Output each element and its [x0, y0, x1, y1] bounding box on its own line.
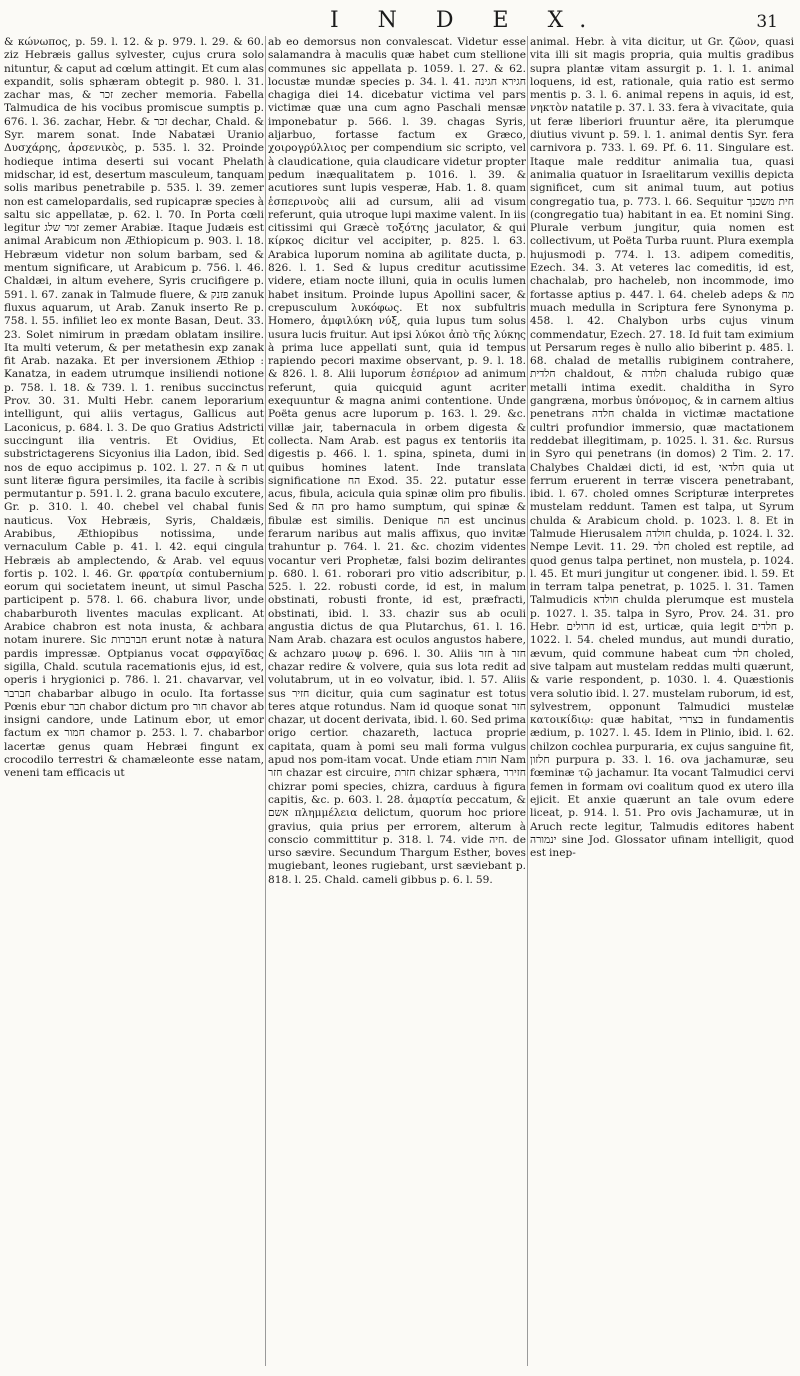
middle-column-text: ab eo demorsus non convalescat. Videtur esse salamandra à maculis quæ habet cum stellione communes sic appellata p. 1059. l. 27. & 62. locustæ mundæ species p. 34. l. 41. חגירא חגינה chagiga diei 14. dicebatur victima vel pars victimæ quæ una cum agno Paschali mensæ imponebatur p. 566. l. 39. chagas Syris, aljarbuo, fortasse factum ex Græco, χοιρογρύλλιος per compendium sic scripto, vel à claudicatione, quia claudicare videtur propter pedum inæqualitatem p. 1016. l. 39. & acutiores sunt lupis vesperæ, Hab. 1. 8. quam ἑσπερινοὺς alii ad cursum, alii ad visum referunt, quia utroque lupi maxime valent. In iis citissimi qui Græcè τοξότης jaculator, & qui κίρκος dicitur vel accipiter, p. 825. l. 63. Arabica luporum nomina ab agilitate ducta, p. 826. l. 1. Sed & lupus creditur acutissime videre, etiam nocte illuni, quia in oculis lumen habet insitum. Proinde lupus Apollini sacer, & crepusculum λυκόφως. Et nox subfultris Homero, ἀμφιλύκη νύξ, quia lupus tum solus usura lucis fruitur. Aut ipsi λύκοι ἀπὸ τῆς λύκης à prima luce appellati sunt, quia id tempus rapiendo pecori maxime observant, p. 9. l. 18. & 826. l. 8. Alii luporum ἐσπέριον ad animum referunt, quia quicquid agunt acriter exequuntur & magna animi contentione. Unde Poëta genus acre luporum p. 163. l. 29. &c. villæ jair, tabernacula in orbem digesta & collecta. Nam Arab. est pagus ex tentoriis ita digestis p. 466. l. 1. spina, spineta, dumi in quibus homines latent. Inde translata significatione הח Exod. 35. 22. putatur esse acus, fibula, acicula quia spinæ olim pro fibulis. Sed & הח pro hamo sumptum, qui spinæ & fibulæ est similis. Denique הח est uncinus ferarum naribus aut malis affixus, quo invitæ trahuntur p. 764. l. 21. &c. chozim videntes vocantur veri Prophetæ, falsi bozim delirantes p. 680. l. 61. roborari pro vitio adscribitur, p. 525. l. 22. robusti corde, id est, in malum obstinati, robusti fronte, id est, præfracti, obstinati, ibid. l. 33. chazir sus ab oculi angustia dictus de qua Plutarchus, 61. l. 16. Nam Arab. chazara est oculos angustos habere, & achzaro μυωψ p. 696. l. 30. Aliis חזר à חזר chazar redire & volvere, quia sus lota redit ad volutabrum, ut in eo volvatur, ibid. l. 57. Aliis sus חזיר dicitur, quia cum saginatur est totus teres atque rotundus. Nam id quoque sonat חזר chazar, ut docent derivata, ibid. l. 60. Sed prima origo certior. chazareth, lactuca proprie capitata, quam à pomi seu mali forma vulgus apud nos pom-itam vocat. Unde etiam חזרת Nam חזר chazar est circuire, חזרת chizar sphæra, חזירר chizrar pomi species, chizra, carduus à figura capitis, &c. p. 603. l. 28. ἁμαρτία peccatum, & אשם πλημμέλεια delictum, quorum hoc priore gravius, quia prius per errorem, alterum à conscio committitur p. 318. l. 74. vide חיה. de urso sævire. Secundum Thargum Esther, boves mugiebant, leones rugiebant, urst sæviebant p. 818. l. 25. Chald. cameli gibbus p. 6. l. 59.: [268, 36, 526, 886]
column-divider-right: [527, 36, 528, 1366]
page-number: 31: [756, 12, 778, 32]
right-column-text: animal. Hebr. à vita dicitur, ut Gr. ζῶον, quasi vita illi sit magis propria, quia multis gradibus supra plantæ vitam assurgit p. 1. l. 1. animal loquens, id est, rationale, quia ratio est sermo mentis p. 3. l. 6. animal repens in aquis, id est, νηκτὸν natatile p. 37. l. 33. fera à vivacitate, quia ut feræ liberiori fruuntur aëre, ita plerumque diutius vivunt p. 59. l. 1. animal dentis Syr. fera carnivora p. 733. l. 69. Pf. 6. 11. Singulare est. Itaque male redditur animalia tua, quasi animalia quatuor in Israelitarum vexillis depicta significet, cum sit animal tuum, aut potius congregatio tua, p. 773. l. 66. Sequitur חית משכנך (congregatio tua) habitant in ea. Et nomini Sing. Plurale verbum jungitur, quia nomen est collectivum, ut Poëta Turba ruunt. Plura exempla hujusmodi p. 774. l. 13. adipem comeditis, Ezech. 34. 3. At veteres lac comeditis, id est, chachalab, pro hacheleb, non incommode, imo fortasse aptius p. 447. l. 64. cheleb adeps & מח muach medulla in Scriptura fere Synonyma p. 458. l. 42. Chalybon urbs cujus vinum commendatur, Ezech. 27. 18. Id fuit tam eximium ut Persarum reges è nullo alio biberint p. 485. l. 68. chalad de metallis rubiginem contrahere, חלדית chaldout, & חלודה chaluda rubigo quæ metalli intima exedit. chalditha in Syro gangræna, morbus ὑπόνομος, & in carnem altius penetrans חלדה chalda in victimæ mactatione cultri profundior immersio, quæ mactationem reddebat illegitimam, p. 1025. l. 31. &c. Rursus in Syro qui penetrans (in domos) 2 Tim. 2. 17. Chalybes Chaldæi dicti, id est, חלדאי quia ut ferrum eruerent in terræ viscera penetrabant, ibid. l. 67. choled omnes Scripturæ interpretes mustelam reddunt. Tamen est talpa, ut Syrum chulda & Arabicum chold. p. 1023. l. 8. Et in Talmude Hierusalem חולדה chulda, p. 1024. l. 32. Nempe Levit. 11. 29. חלד choled est reptile, ad quod genus talpa pertinet, non mustela, p. 1024. l. 45. Et muri jungitur ut congener. ibid. l. 59. Et in terram talpa penetrat, p. 1025. l. 31. Tamen Talmudicis חולדא chulda plerumque est mustela p. 1027. l. 35. talpa in Syro, Prov. 24. 31. pro Hebr. חרולים id est, urticæ, quia legit חלדים p. 1022. l. 54. cheled mundus, aut mundi duratio, ævum, quid commune habeat cum חלד choled, sive talpam aut mustelam reddas multi quærunt, & varie respondent, p. 1030. l. 4. Quæstionis vera solutio ibid. l. 27. mustelam ruborum, id est, sylvestrem, opponunt Talmudici mustelæ κατοικίδιῳ: quæ habitat, בצררי in fundamentis ædium, p. 1027. l. 45. Idem in Plinio, ibid. l. 62. chilzon cochlea purpuraria, ex cujus sanguine fit, חלזון purpura p. 33. l. 16. ova jachamuræ, seu fœminæ τῷ jachamur. Ita vocant Talmudici cervi femen in formam ovi coalitum quod ex utero illa ejicit. Et anxie quærunt an tale ovum edere liceat, p. 914. l. 51. Pro ovis Jachamuræ, ut in Aruch recte legitur, Talmudis editores habent ינמורה sine Jod. Glossator ufinam intelligit, quod est inep-: [530, 36, 794, 860]
middle-column: [268, 36, 526, 1372]
index-heading: I N D E X.: [330, 8, 603, 33]
column-divider-left: [265, 36, 266, 1366]
right-column: [530, 36, 794, 1372]
left-column: [4, 36, 264, 1372]
left-column-text: & κώνωπος, p. 59. l. 12. & p. 979. l. 29. & 60. ziz Hebræis gallus sylvester, cujus crura solo nituntur, & caput ad cœlum attingit. Et cum alas expandit, solis sphæram obtegit p. 980. l. 31. zachar mas, & זכר zecher memoria. Fabella Talmudica de his vocibus promiscue sumptis p. 676. l. 36. zachar, Hebr. & זכר dechar, Chald. & Syr. marem sonat. Inde Nabatæi Uranio Δυσχάρης, ἀρσενικὸς, p. 535. l. 32. Proinde hodieque intima deserti sui vocant Phelath midschar, id est, desertum masculeum, tanquam solis maribus penetrabile p. 535. l. 39. zemer non est camelopardalis, sed rupicapræ species à saltu sic appellatæ, p. 62. l. 70. In Porta cœli legitur זמר שלג zemer Arabiæ. Itaque Judæis est animal Arabicum non Æthiopicum p. 903. l. 18. Hebræum videtur non solum barbam, sed & mentum significare, ut Arabicum p. 756. l. 46. Chaldæi, in altum evehere, Syris crucifigere p. 591. l. 67. zanak in Talmude fluere, & פזנק zanuk fluxus aquarum, ut Arab. Zanuk inserto Re p. 758. l. 55. infiliet leo ex monte Basan, Deut. 33. 23. Solet nimirum in prædam oblatam insilire. Ita multi veterum, & per metathesin exp zanak fit Arab. nazaka. Et per inversionem Æthiop : Kanatza, in eadem utrumque insiliendi notione p. 758. l. 18. & 739. l. 1. renibus succinctus Prov. 30. 31. Multi Hebr. canem leporarium intelligunt, qui aliis vertagus, Gallicus aut Laconicus, p. 684. l. 3. De quo Gratius Adstricti succingunt ilia ventris. Et Ovidius, Et substrictagerens Sicyonius ilia Ladon, ibid. Sed nos de equo accipimus p. 102. l. 27. ח & ה ut sunt literæ figura persimiles, ita facile à scribis permutantur p. 591. l. 2. grana baculo excutere, Gr. p. 310. l. 40. chebel vel chabal funis nauticus. Vox Hebræis, Syris, Chaldæis, Arabibus, Æthiopibus notissima, unde vernaculum Cable p. 41. l. 42. equi cingula Hebræis ab amplectendo, & Arab. vel equus fortis p. 102. l. 46. Gr. φρατρία contubernium eorum qui societatem ineunt, ut simul Pascha participent p. 578. l. 66. chabura livor, unde chabarburoth liventes maculas explicant. At Arabice chabron est nota inusta, & achbara notam inurere. Sic חברברות erunt notæ à natura pardis impressæ. Optpianus vocat σφραγῖδας sigilla, Chald. scutula racemationis ejus, id est, operis i hrygionici p. 786. l. 21. chavarvar, vel חברבר chabarbar albugo in oculo. Ita fortasse Pœnis ebur חבר chabor dictum pro חור chavor ab insigni candore, unde Latinum ebor, ut emor factum ex חמור chamor p. 253. l. 7. chabarbor lacertæ genus quam Hebræi fingunt ex crocodilo terrestri & chamæleonte esse natam, veneni tam efficacis ut: [4, 36, 264, 780]
page-header: [0, 8, 800, 34]
